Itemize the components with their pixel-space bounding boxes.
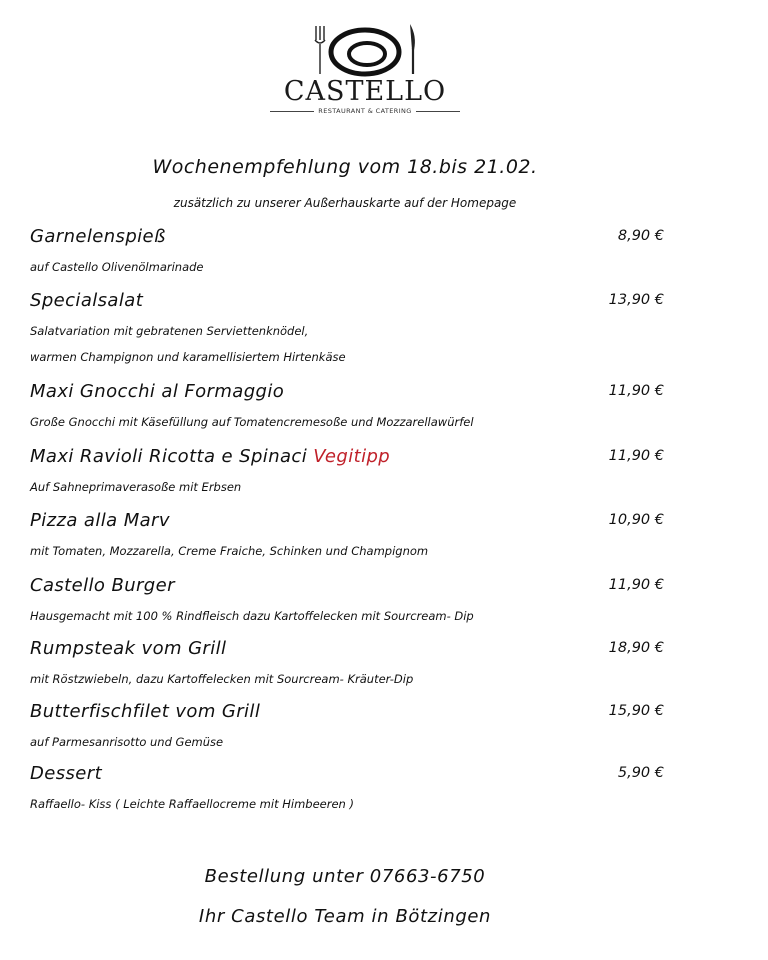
order-phone-line: Bestellung unter 07663-6750 <box>204 866 486 887</box>
weekly-recommendation-title: Wochenempfehlung vom 18.bis 21.02. <box>152 156 538 178</box>
dish-price: 11,90 € <box>608 448 664 464</box>
dish-name: Butterfischfilet vom Grill <box>30 701 261 722</box>
dish-name: Specialsalat <box>30 290 144 311</box>
vegitipp-badge: Vegitipp <box>313 446 391 467</box>
dish-description: auf Parmesanrisotto und Gemüse <box>30 735 224 749</box>
dish-description: Auf Sahneprimaverasoße mit Erbsen <box>30 480 242 494</box>
dish-name: Pizza alla Marv <box>30 510 170 531</box>
dish-description: Große Gnocchi mit Käsefüllung auf Tomatencremesoße und Mozzarellawürfel <box>30 415 474 429</box>
dish-name: Dessert <box>30 763 103 784</box>
brand-name: CASTELLO <box>283 76 447 107</box>
dish-description: Raffaello- Kiss ( Leichte Raffaellocreme mit Himbeeren ) <box>30 797 354 811</box>
weekly-recommendation-subtitle: zusätzlich zu unserer Außerhauskarte auf der Homepage <box>173 196 517 210</box>
tagline-rule-left <box>270 111 314 112</box>
dish-name: Castello Burger <box>30 575 175 596</box>
dish-name: Maxi Gnocchi al Formaggio <box>30 381 285 402</box>
dish-price: 11,90 € <box>608 577 664 593</box>
dish-name: Garnelenspieß <box>30 226 166 247</box>
dish-price: 5,90 € <box>617 765 664 781</box>
dish-name: Rumpsteak vom Grill <box>30 638 227 659</box>
plate-icon <box>331 30 399 74</box>
tagline-rule-right <box>416 111 460 112</box>
fork-icon <box>315 26 325 74</box>
dish-description: Salatvariation mit gebratenen Serviettenknödel, <box>30 324 309 338</box>
dish-description: mit Röstzwiebeln, dazu Kartoffelecken mit Sourcream- Kräuter-Dip <box>30 672 414 686</box>
brand-tagline: RESTAURANT & CATERING <box>318 107 412 115</box>
knife-icon <box>410 24 415 74</box>
dish-price: 10,90 € <box>608 512 664 528</box>
dish-price: 8,90 € <box>617 228 664 244</box>
brand-tagline-row <box>270 107 460 115</box>
team-signature-line: Ihr Castello Team in Bötzingen <box>198 906 492 927</box>
plate-cutlery-icon <box>270 18 460 78</box>
dish-name: Maxi Ravioli Ricotta e Spinaci Vegitipp <box>30 446 391 467</box>
dish-price: 11,90 € <box>608 383 664 399</box>
dish-price: 13,90 € <box>608 292 664 308</box>
dish-description: mit Tomaten, Mozzarella, Creme Fraiche, Schinken und Champignom <box>30 544 429 558</box>
dish-price: 18,90 € <box>608 640 664 656</box>
dish-price: 15,90 € <box>608 703 664 719</box>
castello-logo <box>270 18 460 116</box>
dish-description: warmen Champignon und karamellisiertem Hirtenkäse <box>30 350 346 364</box>
dish-description: Hausgemacht mit 100 % Rindfleisch dazu Kartoffelecken mit Sourcream- Dip <box>30 609 474 623</box>
dish-description: auf Castello Olivenölmarinade <box>30 260 204 274</box>
